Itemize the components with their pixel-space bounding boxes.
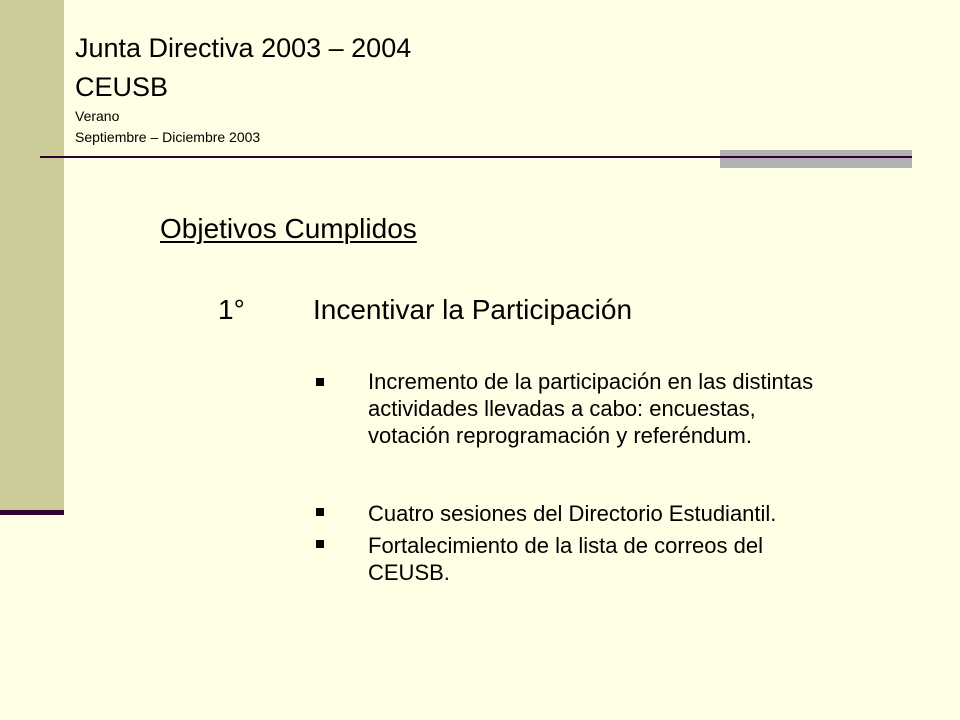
square-bullet-icon — [316, 508, 324, 516]
bullet-item: Incremento de la participación en las distintas actividades llevadas a cabo: encuestas, votación reprogramación y referéndum. — [368, 369, 814, 448]
square-bullet-icon — [316, 540, 324, 548]
objective-number: 1° — [218, 294, 245, 325]
section-heading: Objetivos Cumplidos — [160, 213, 417, 244]
bullet-item: Cuatro sesiones del Directorio Estudiantil. — [368, 501, 777, 526]
slide-subtitle-line-2: Septiembre – Diciembre 2003 — [75, 129, 261, 145]
slide-title-line-2: CEUSB — [75, 72, 169, 102]
square-bullet-icon — [316, 378, 324, 386]
slide-subtitle-line-1: Verano — [75, 108, 120, 124]
slide-title-line-1: Junta Directiva 2003 – 2004 — [75, 33, 412, 63]
objective-title: Incentivar la Participación — [313, 294, 633, 325]
bullet-item: Fortalecimiento de la lista de correos del CEUSB. — [368, 533, 763, 585]
